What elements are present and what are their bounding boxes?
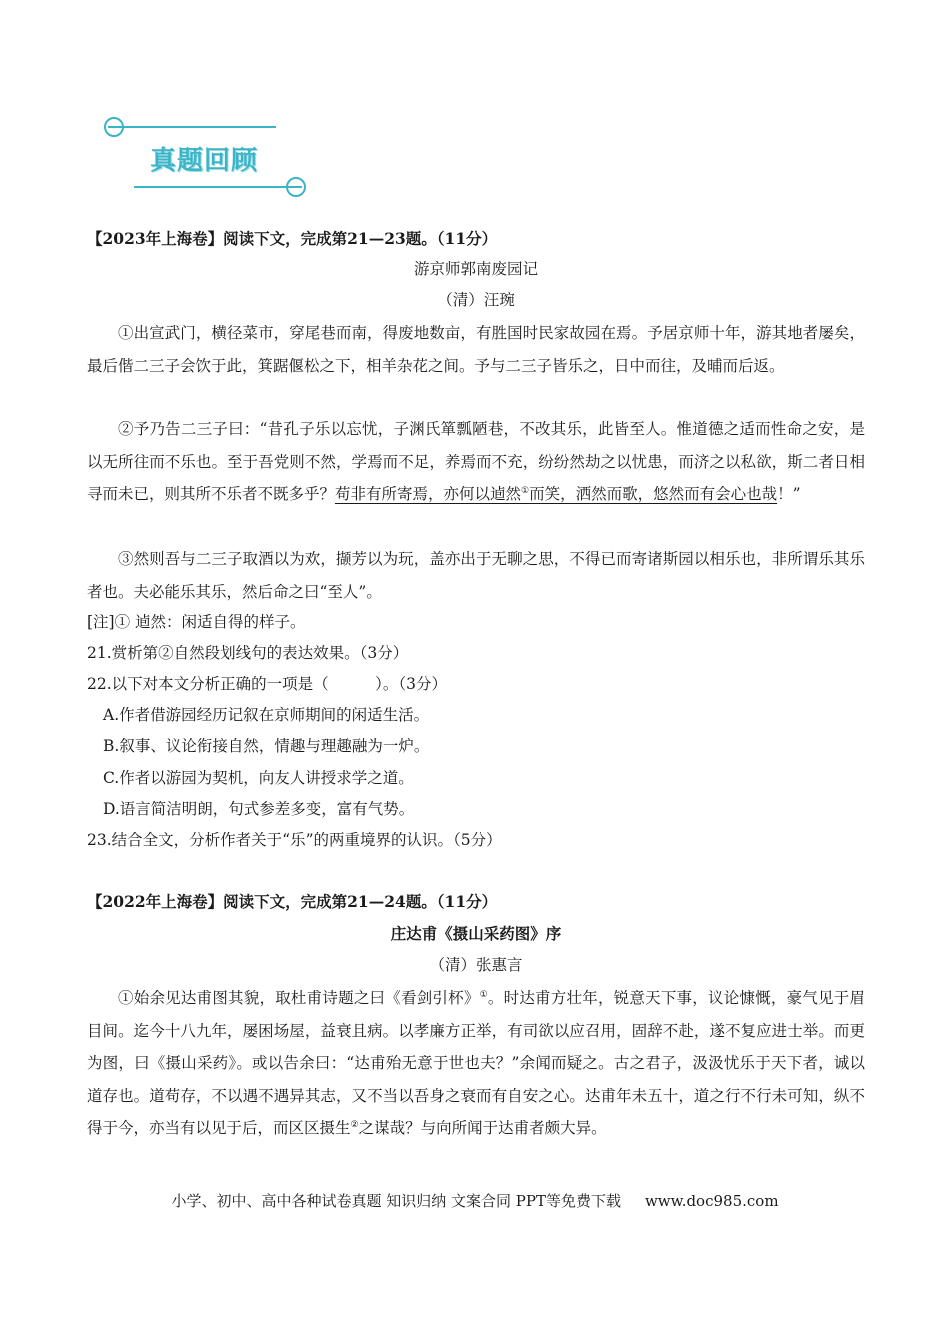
question-21: 21.赏析第②自然段划线句的表达效果。（3分） [87, 644, 409, 662]
q2022-p1-text-a: ①始余见达甫图其貌，取杜甫诗题之曰《看剑引杯》 [118, 989, 480, 1007]
footer-url[interactable]: www.doc985.com [644, 1192, 779, 1210]
q2023-source: 【2023年上海卷】 [87, 229, 224, 248]
q2022-author: （清）张惠言 [429, 956, 523, 974]
q2023-paragraph-1: ①出宣武门，横径菜市，穿尾巷而南，得废地数亩，有胜国时民家故园在焉。予居京师十年，游其地者屡矣，最后偕二三子会饮于此，箕踞偃松之下，相羊杂花之间。予与二三子皆乐之，日中而往，及晡而后返。 [87, 324, 865, 375]
footnote-marker: ① [521, 486, 530, 496]
question-22-option-c: C.作者以游园为契机，向友人讲授求学之道。 [103, 769, 414, 787]
q2023-title: 游京师郭南废园记 [413, 260, 538, 278]
q2023-p2-text: ②予乃告二三子曰：“昔孔子乐以忘忧，子渊氏箪瓢陋巷，不改其乐，此皆至人。惟道德之适而性命之安，是以无所往而不乐也。至于吾党则不然，学焉而不足，养焉而不充，纷纷然劫之以忧患，而济之以私欲，斯二者日相寻而未已，则其所不乐者不既多乎？ [87, 420, 865, 503]
question-23: 23.结合全文，分析作者关于“乐”的两重境界的认识。（5分） [87, 831, 502, 849]
q2022-paragraph-1 [87, 982, 865, 1145]
q2023-p2-closing: ！” [777, 485, 801, 503]
question-22-option-d: D.语言简洁明朗，句式参差多变，富有气势。 [103, 800, 415, 818]
q2022-p1-text-c: 之谋哉？与向所闻于达甫者颇大异。 [358, 1119, 607, 1137]
q2023-author: （清）汪琬 [437, 291, 515, 309]
q2022-p1-text-b: 。时达甫方壮年，锐意天下事，议论慷慨，豪气见于眉目间。迄今十八九年，屡困场屋，益衰且病。以孝廉方正举，有司欲以应召用，固辞不赴，遂不复应进士举。而更为图，曰《摄山采药》。或以告余曰：“达甫殆无意于世也夫？”余闻而疑之。古之君子，汲汲忧乐于天下者，诚以道存也。道苟存，不以遇不遇异其志，又不当以吾身之衰而有自安之心。达甫年未五十，道之行不行未可知，纵不得于今，亦当有以见于后，而区区摄生 [87, 989, 865, 1137]
page-footer [0, 1190, 950, 1211]
footer-text: 小学、初中、高中各种试卷真题 知识归纳 文案合同 PPT等免费下载 [171, 1192, 621, 1210]
q2023-paragraph-2 [87, 413, 865, 511]
q2023-p2-underlined-sentence [335, 485, 777, 503]
q2023-paragraph-3: ③然则吾与二三子取酒以为欢，撷芳以为玩，盖亦出于无聊之思，不得已而寄诸斯园以相乐也，非所谓乐其乐者也。夫必能乐其乐，然后命之曰“至人”。 [87, 550, 865, 601]
question-22-option-b: B.叙事、议论衔接自然，情趣与理趣融为一炉。 [103, 737, 430, 755]
question-22-option-a: A.作者借游园经历记叙在京师期间的闲适生活。 [103, 706, 430, 724]
q2022-instruction: 阅读下文，完成第21—24题。（11分） [223, 892, 498, 911]
footnote-marker: ① [479, 990, 488, 1000]
q2023-note: [注]① 逌然：闲适自得的样子。 [87, 613, 306, 631]
section-badge-label: 真题回顾 [150, 146, 259, 176]
q2022-title: 庄达甫《摄山采药图》序 [390, 924, 562, 943]
q2023-instruction: 阅读下文，完成第21—23题。（11分） [223, 229, 498, 248]
q2023-header [87, 223, 865, 254]
q2022-source: 【2022年上海卷】 [87, 892, 224, 911]
q2023-p2-underlined-part-a: 苟非有所寄焉，亦何以逌然 [335, 485, 522, 503]
q2023-p2-underlined-part-b: 而笑，洒然而歌，悠然而有会心也哉 [529, 485, 778, 503]
footnote-marker: ② [350, 1120, 359, 1130]
q2022-header [87, 886, 865, 917]
question-22: 22.以下对本文分析正确的一项是（ ）。（3分） [87, 675, 448, 693]
